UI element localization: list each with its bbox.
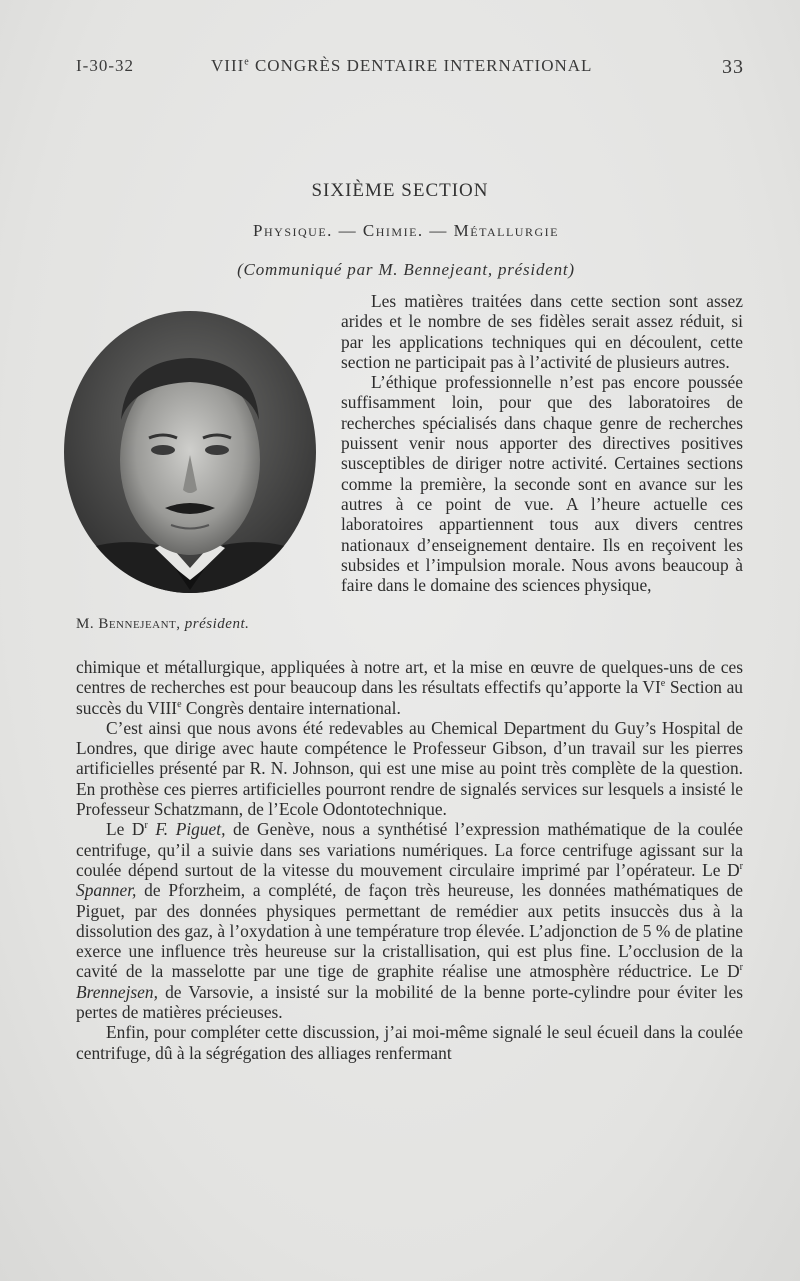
- person-name: Spanner,: [76, 880, 137, 901]
- superscript: r: [739, 861, 743, 873]
- caption-role: président.: [184, 616, 250, 632]
- document-reference: I-30-32: [76, 56, 134, 75]
- text-run: Section au succès du VIII: [76, 677, 744, 718]
- paragraph-5: Enfin, pour compléter cette discussion, j’ai moi-même signalé le seul écueil dans la coulée centrifuge, dû à la ségrégation des alliages renfermant: [76, 1022, 743, 1063]
- page-number: 33: [722, 56, 744, 78]
- journal-title: [211, 56, 592, 76]
- paragraph-1: Les matières traitées dans cette section sont assez arides et le nombre de ses fidèles serait assez réduit, si par les applications techniques qui en découlent, cette section ne participait pas à l’activité de plusieurs autres.: [341, 291, 743, 372]
- journal-title-sup: e: [244, 56, 250, 68]
- section-subtitle: Physique. — Chimie. — Métallurgie: [253, 221, 559, 240]
- text-run: Congrès dentaire international.: [181, 697, 401, 718]
- running-head: [76, 52, 746, 82]
- text-run: de Varsovie, a insisté sur la mobilité de la benne porte-cylindre pour éviter les pertes de matières précieuses.: [76, 981, 743, 1023]
- wrapped-text-column: [341, 291, 743, 595]
- superscript: r: [144, 820, 148, 832]
- superscript: r: [739, 962, 743, 974]
- paragraph-2: L’éthique professionnelle n’est pas encore poussée suffisamment loin, pour que des laboratoires de recherches spécialisés dans chaque genre de recherches puissent venir nous apporter des directives positives susceptibles de diriger notre activité. Certaines sections comme la première, la seconde sont en avance sur les autres à ce point de vue. A l’heure actuelle ces laboratoires appartiennent tous aux divers centres nationaux d’enseignement dentaire. Ils en reçoivent les subsides et l’impulsion morale. Nous avons beaucoup à faire dans le domaine des sciences physique,: [341, 372, 743, 596]
- text-run: chimique et métallurgique, appliquées à notre art, et la mise en œuvre de quelques-uns de ces centres de recherches est pour beaucoup dans les résultats effectifs qu’apporte la VI: [76, 657, 743, 698]
- caption-name: M. Bennejeant,: [76, 616, 185, 632]
- byline: (Communiqué par M. Bennejeant, président): [237, 260, 575, 279]
- superscript: e: [660, 678, 666, 690]
- paragraph-2-continued: [76, 657, 743, 718]
- text-run: Le D: [106, 819, 145, 840]
- superscript: e: [177, 698, 182, 710]
- journal-title-rest: CONGRÈS DENTAIRE INTERNATIONAL: [249, 56, 593, 75]
- paragraph-3: C’est ainsi que nous avons été redevables au Chemical Department du Guy’s Hospital de Londres, que dirige avec haute compétence le Professeur Gibson, d’un travail sur les pierres artificielles présenté par R. N. Johnson, qui est une mise au point très complète de la question. En prothèse ces pierres artificielles pourront rendre de signalés services sur lesquels a insisté le Professeur Schatzmann, de l’Ecole Odontotechnique.: [76, 717, 743, 820]
- portrait-caption: [76, 616, 326, 633]
- text-run: de Genève, nous a synthétisé l’expression mathématique de la coulée centrifuge, qu’il a suivie dans ses variations numériques. La force centrifuge agissant sur la coulée dépend surtout de la vitesse du mouvement circulaire imprimé par l’opérateur. Le D: [76, 819, 744, 880]
- journal-title-ordinal: VIII: [211, 56, 245, 75]
- person-name: Brennejsen,: [76, 981, 158, 1002]
- full-width-text: [76, 657, 743, 1063]
- paragraph-4: [76, 819, 743, 1022]
- portrait-photo: [63, 310, 317, 594]
- person-name: F. Piguet,: [147, 819, 226, 840]
- section-title: SIXIÈME SECTION: [311, 180, 489, 201]
- text-run: de Pforzheim, a complété, de façon très heureuse, les données mathématiques de Piguet, par des données physiques permettant de remédier aux petits insuccès dus à la dissolution des gaz, à l’oxydation à une température trop élevée. L’adjonction de 5 % de platine exerce une influence très heureuse sur la cristallisation, qui est plus fine. L’occlusion de la cavité de la masselotte par une tige de graphite réalise une atmosphère réductrice. Le D: [76, 880, 743, 982]
